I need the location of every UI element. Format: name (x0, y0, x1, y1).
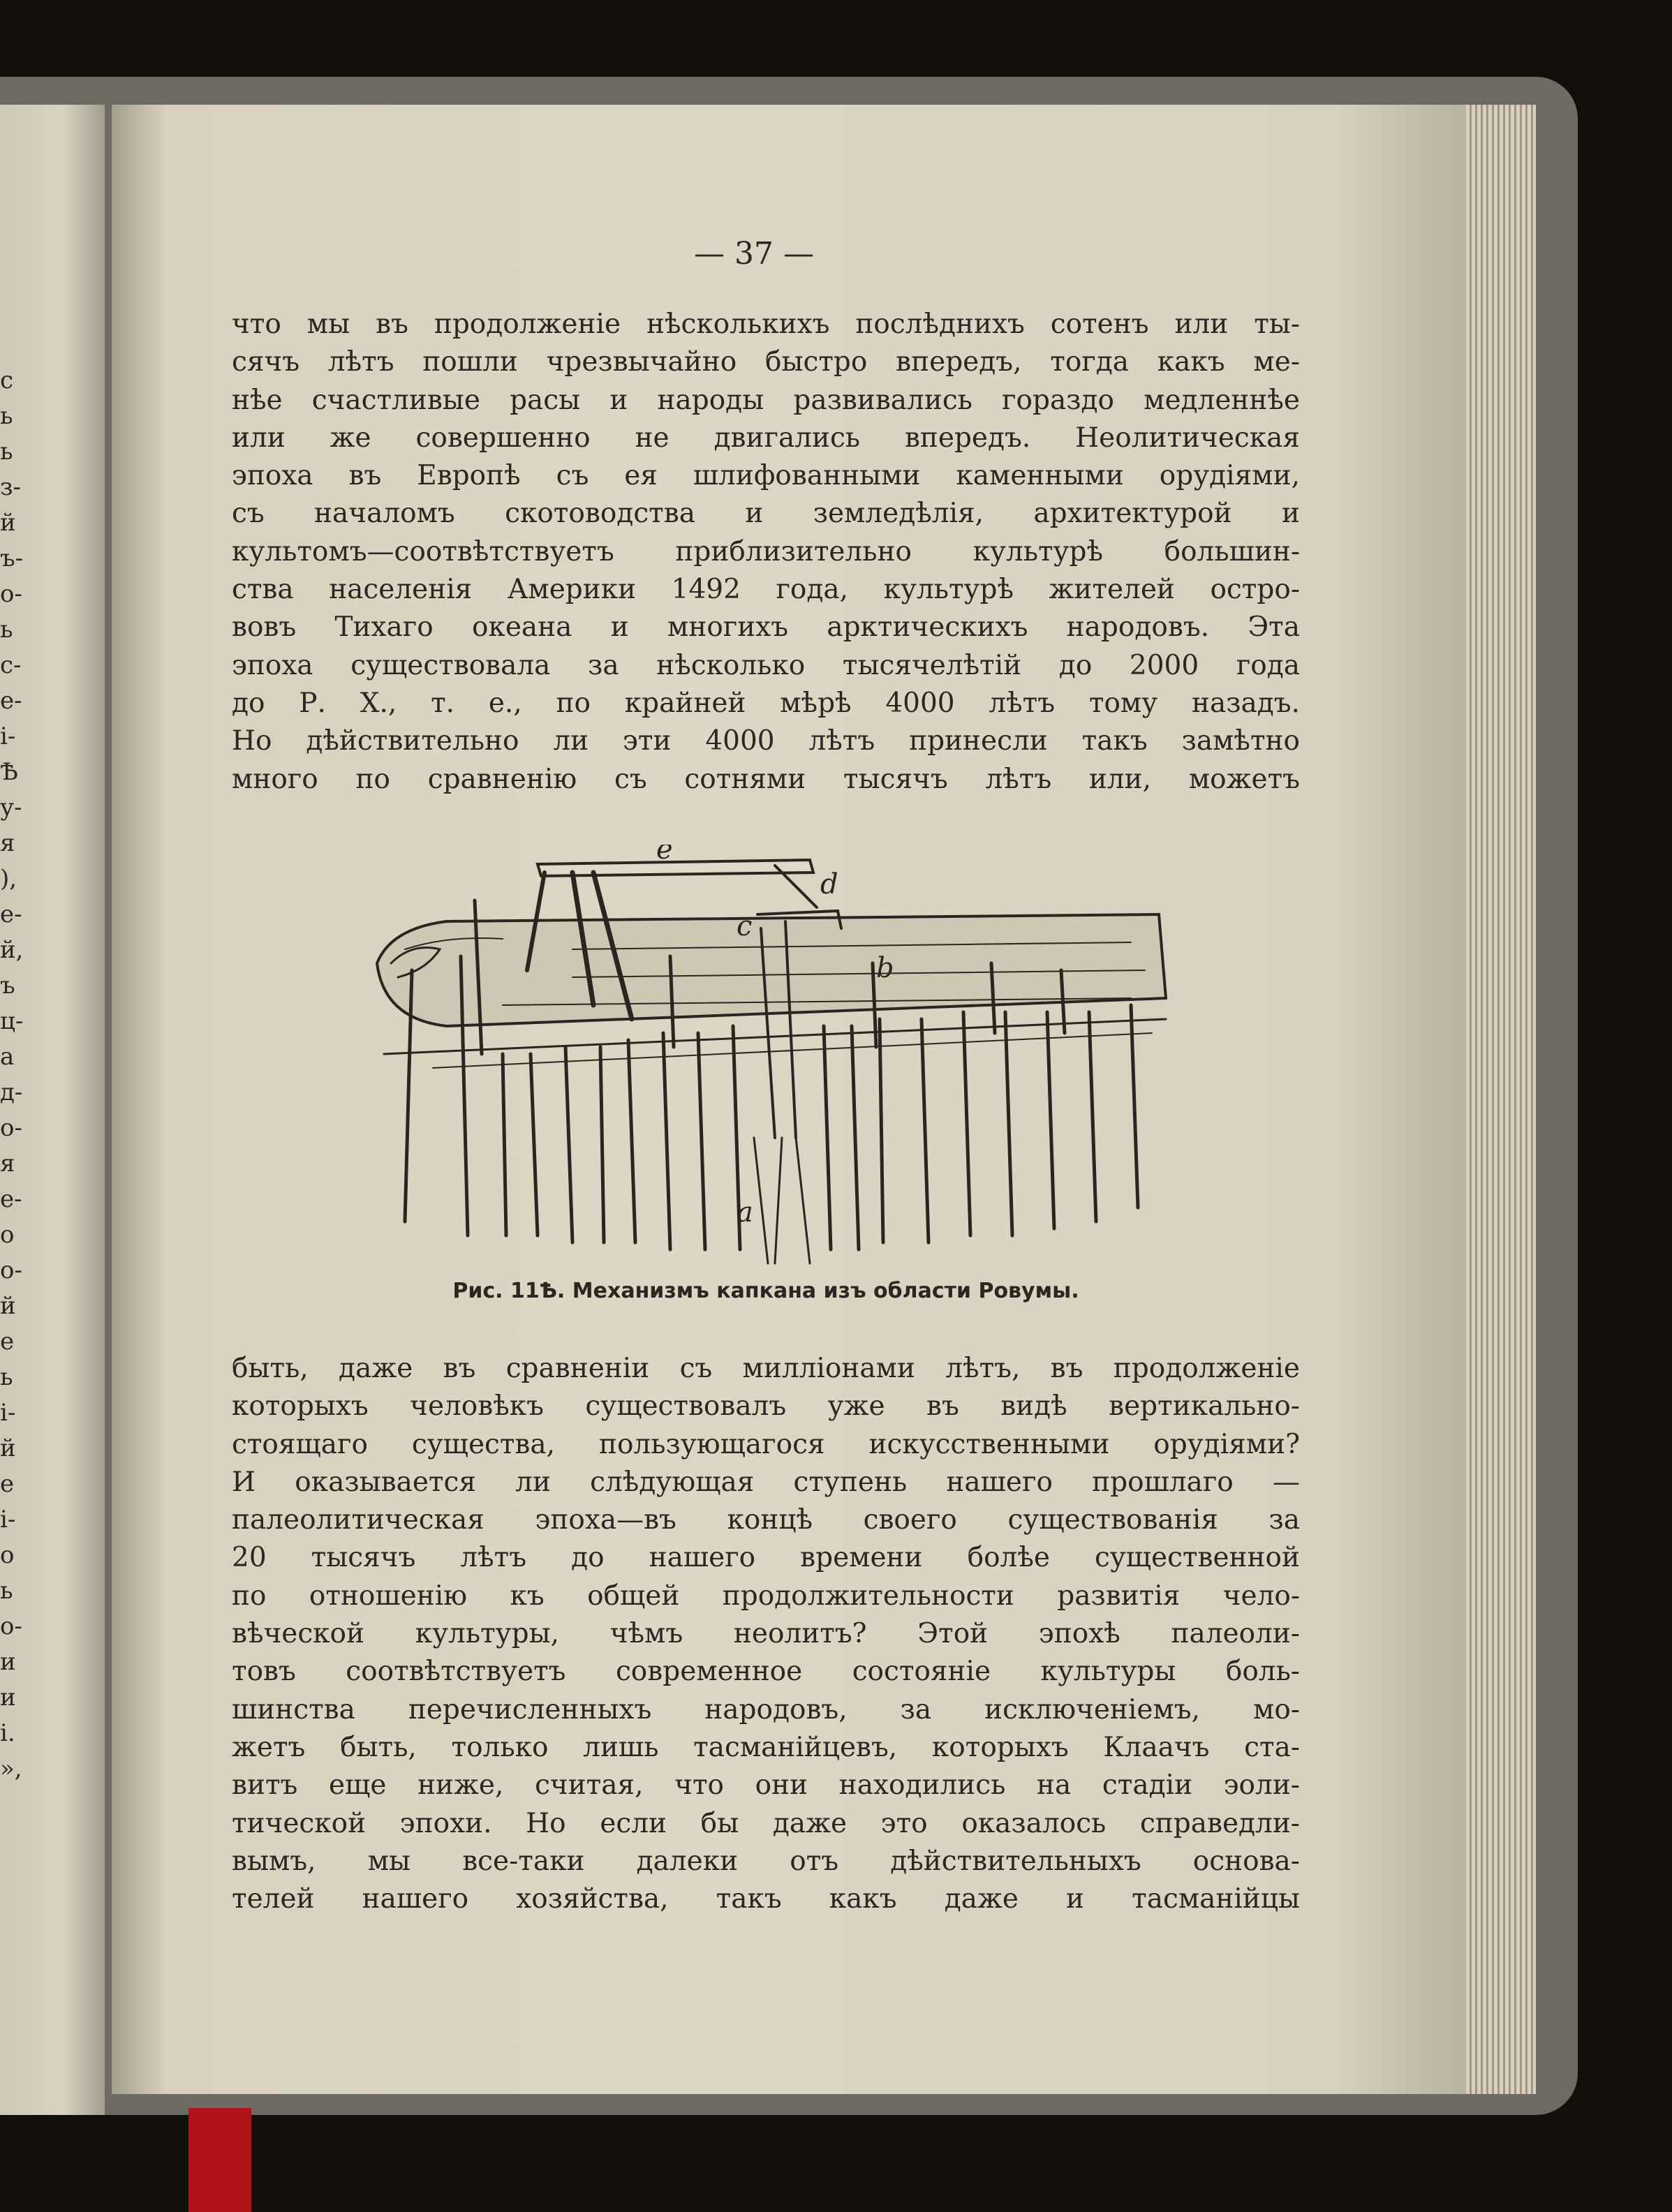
label-b: b (876, 952, 894, 984)
text-line: эпоха существовала за нѣсколько тысячелѣтій до 2000 года (232, 649, 1300, 681)
left-edge-fragment: с (0, 366, 14, 394)
ribbon-bookmark (188, 2108, 251, 2212)
text-line: шинства перечисленныхъ народовъ, за исключеніемъ, мо- (232, 1693, 1300, 1725)
left-edge-fragment: о (0, 1541, 15, 1569)
left-edge-fragment: е (0, 1470, 15, 1498)
text-line: быть, даже въ сравненіи съ милліонами лѣтъ, въ продолженіе (232, 1353, 1300, 1384)
left-edge-fragment: у- (0, 794, 22, 822)
left-edge-fragment: о- (0, 1114, 22, 1142)
text-line: много по сравненію съ сотнями тысячъ лѣтъ или, можетъ (232, 763, 1300, 795)
label-a: a (737, 1196, 753, 1229)
text-line: которыхъ человѣкъ существовалъ уже въ видѣ вертикально- (232, 1390, 1300, 1423)
text-line: сячъ лѣтъ пошли чрезвычайно быстро впередъ, тогда какъ ме- (232, 346, 1300, 378)
text-line: тической эпохи. Но если бы даже это оказалось справедли- (232, 1807, 1300, 1839)
left-edge-fragment: и (0, 1684, 16, 1712)
left-edge-fragment: а (0, 1043, 15, 1071)
left-edge-fragment: е- (0, 687, 22, 715)
label-d: d (820, 868, 838, 900)
left-edge-fragment: я (0, 829, 15, 857)
left-edge-fragment: я (0, 1150, 15, 1178)
text-line: ства населенія Америки 1492 года, культурѣ жителей остро- (232, 574, 1300, 606)
text-line: съ началомъ скотоводства и земледѣлія, архитектурой и (232, 498, 1300, 530)
page-number: — 37 — (694, 236, 814, 272)
left-edge-fragment: і- (0, 722, 16, 750)
left-edge-fragment: й (0, 1434, 16, 1462)
left-edge-fragment: е (0, 1328, 15, 1356)
left-edge-fragment: з- (0, 473, 22, 501)
text-line: жетъ быть, только лишь тасманійцевъ, которыхъ Клаачъ ста- (232, 1731, 1300, 1763)
left-edge-fragment: о (0, 1221, 15, 1249)
text-line: витъ еще ниже, считая, что они находились на стадіи эоли- (232, 1769, 1300, 1802)
text-line: стоящаго существа, пользующагося искусственными орудіями? (232, 1428, 1300, 1460)
text-line: или же совершенно не двигались впередъ. Неолитическая (232, 422, 1300, 454)
text-line: по отношенію къ общей продолжительности развитія чело- (232, 1580, 1300, 1612)
text-line: культомъ—соотвѣтствуетъ приблизительно культурѣ большин- (232, 535, 1300, 567)
left-edge-fragment: ъ (0, 972, 15, 1000)
figure-caption: Рис. 11Ѣ. Механизмъ капкана изъ области Ровумы. (452, 1279, 1079, 1303)
label-c: c (737, 910, 753, 942)
left-edge-fragment: ц- (0, 1007, 24, 1035)
left-page-edge-text (0, 363, 28, 1787)
text-line: И оказывается ли слѣдующая ступень нашего прошлаго — (232, 1466, 1300, 1498)
text-line: Но дѣйствительно ли эти 4000 лѣтъ принесли такъ замѣтно (232, 725, 1300, 757)
left-page (0, 105, 105, 2115)
left-edge-fragment: і- (0, 1506, 16, 1534)
left-edge-fragment: ), (0, 865, 17, 893)
text-line: до Р. Х., т. е., по крайней мѣрѣ 4000 лѣтъ тому назадъ. (232, 687, 1300, 719)
left-edge-fragment: о- (0, 1256, 22, 1284)
left-edge-fragment: с- (0, 651, 22, 679)
text-line: эпоха въ Европѣ съ ея шлифованными каменными орудіями, (232, 460, 1300, 492)
left-edge-fragment: и (0, 1648, 16, 1676)
left-edge-fragment: ь (0, 402, 13, 430)
left-edge-fragment: е- (0, 1185, 22, 1213)
text-line: телей нашего хозяйства, такъ какъ даже и тасманійцы (232, 1883, 1300, 1915)
left-edge-fragment: е- (0, 900, 22, 928)
page-edges (1466, 105, 1536, 2094)
left-edge-fragment: д- (0, 1078, 23, 1106)
label-e: e (656, 845, 673, 866)
left-edge-fragment: », (0, 1755, 22, 1783)
trap-mechanism-illustration (363, 845, 1180, 1270)
left-edge-fragment: й, (0, 936, 24, 964)
left-edge-fragment: о- (0, 1612, 22, 1640)
left-edge-fragment: ь (0, 1363, 13, 1391)
text-line: вѣческой культуры, чѣмъ неолитъ? Этой эпохѣ палеоли- (232, 1618, 1300, 1650)
text-line: что мы въ продолженіе нѣсколькихъ послѣднихъ сотенъ или ты- (232, 309, 1300, 340)
left-edge-fragment: і- (0, 1399, 16, 1427)
left-edge-fragment: о- (0, 580, 22, 608)
left-edge-fragment: ь (0, 616, 13, 644)
text-line: 20 тысячъ лѣтъ до нашего времени болѣе существенной (232, 1542, 1300, 1574)
left-edge-fragment: й (0, 1292, 16, 1320)
text-line: вовъ Тихаго океана и многихъ арктическихъ народовъ. Эта (232, 611, 1300, 644)
left-edge-fragment: ь (0, 438, 13, 466)
paragraph-top (232, 306, 1300, 799)
left-edge-fragment: ъ- (0, 544, 24, 572)
left-edge-fragment: Ѣ (0, 758, 18, 786)
left-edge-fragment: ь (0, 1577, 13, 1605)
text-line: палеолитическая эпоха—въ концѣ своего существованія за (232, 1504, 1300, 1536)
left-edge-fragment: і. (0, 1719, 15, 1747)
text-line: нѣе счастливые расы и народы развивались гораздо медленнѣе (232, 384, 1300, 416)
left-edge-fragment: й (0, 509, 16, 537)
paragraph-bottom (232, 1350, 1300, 1918)
text-line: товъ соотвѣтствуетъ современное состояніе культуры боль- (232, 1656, 1300, 1688)
text-line: вымъ, мы все-таки далеки отъ дѣйствительныхъ основа- (232, 1845, 1300, 1877)
